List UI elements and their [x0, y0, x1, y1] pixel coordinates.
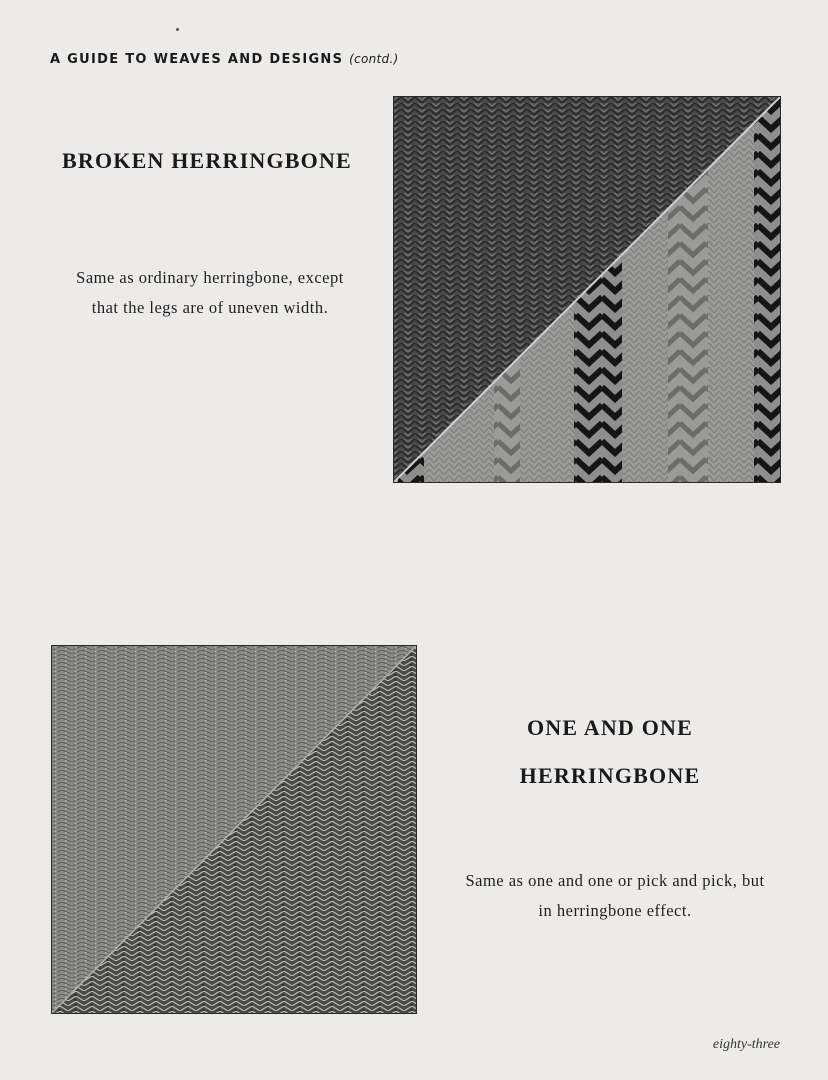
- page-header: [50, 52, 399, 67]
- broken-herringbone-fabric-swatch: [393, 96, 781, 483]
- one-and-one-herringbone-fabric-swatch: [51, 645, 417, 1014]
- description-line: that the legs are of uneven width.: [91, 298, 329, 317]
- description-line: Same as ordinary herringbone, except: [76, 268, 344, 287]
- page-number: eighty-three: [712, 1037, 780, 1052]
- one-and-one-herringbone-description: [420, 866, 810, 926]
- title-line: HERRINGBONE: [519, 763, 701, 788]
- paper-speck: [176, 28, 179, 31]
- broken-herringbone-fabric-image: [394, 97, 780, 482]
- broken-herringbone-description: [30, 263, 390, 323]
- title-line: ONE AND ONE: [527, 715, 693, 740]
- one-and-one-herringbone-title: [470, 704, 750, 800]
- one-and-one-herringbone-fabric-image: [52, 646, 416, 1013]
- header-title: A GUIDE TO WEAVES AND DESIGNS: [50, 52, 344, 67]
- broken-herringbone-title: BROKEN HERRINGBONE: [62, 148, 352, 173]
- description-line: Same as one and one or pick and pick, but: [465, 871, 765, 890]
- header-contd: (contd.): [349, 52, 399, 66]
- description-line: in herringbone effect.: [538, 901, 692, 920]
